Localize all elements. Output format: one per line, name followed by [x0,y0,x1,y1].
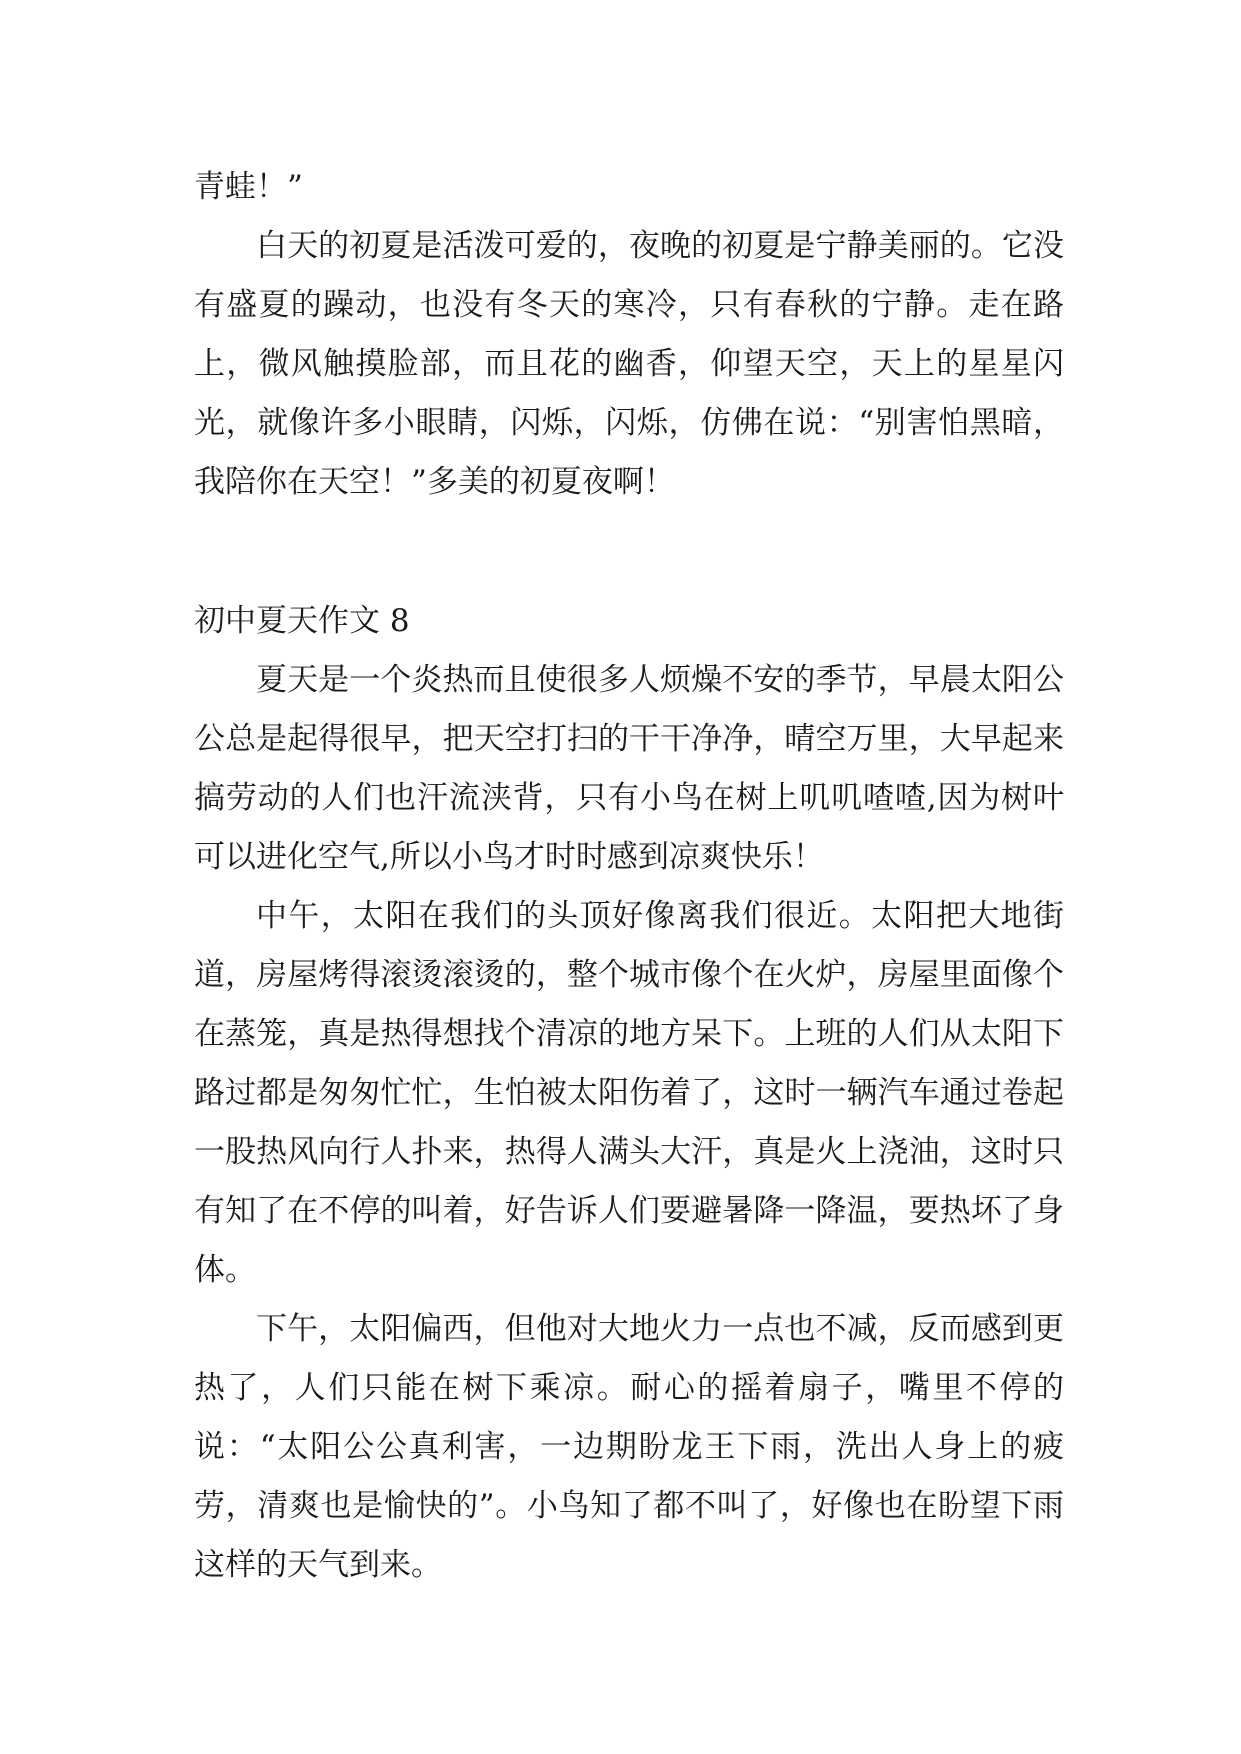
section-gap [194,512,1064,592]
continued-paragraph: 青蛙！” [194,169,303,205]
paragraph: 中午，太阳在我们的头顶好像离我们很近。太阳把大地街道，房屋烤得滚烫滚烫的，整个城市像个在火炉，房屋里面像个在蒸笼，真是热得想找个清凉的地方呆下。上班的人们从太阳下路过都是匆匆忙忙，生怕被太阳伤着了，这时一辆汽车通过卷起一股热风向行人扑来，热得人满头大汗，真是火上浇油，这时只有知了在不停的叫着，好告诉人们要避暑降一降温，要热坏了身体。 [194,898,1064,1288]
paragraph: 白天的初夏是活泼可爱的，夜晚的初夏是宁静美丽的。它没有盛夏的躁动，也没有冬天的寒冷，只有春秋的宁静。走在路上，微风触摸脸部，而且花的幽香，仰望天空，天上的星星闪光，就像许多小眼睛，闪烁，闪烁，仿佛在说：“别害怕黑暗，我陪你在天空！”多美的初夏夜啊！ [194,228,1064,500]
paragraph: 夏天是一个炎热而且使很多人烦燥不安的季节，早晨太阳公公总是起得很早，把天空打扫的干干净净，晴空万里，大早起来搞劳动的人们也汗流浃背，只有小鸟在树上叽叽喳喳,因为树叶可以进化空气,所以小鸟才时时感到凉爽快乐！ [194,662,1064,875]
paragraph: 下午，太阳偏西，但他对大地火力一点也不减，反而感到更热了，人们只能在树下乘凉。耐心的摇着扇子，嘴里不停的说：“太阳公公真利害，一边期盼龙王下雨，洗出人身上的疲劳，清爽也是愉快的”。小鸟知了都不叫了，好像也在盼望下雨这样的天气到来。 [194,1311,1064,1583]
section-title: 初中夏天作文 8 [194,603,410,639]
document-body [194,158,1064,1595]
